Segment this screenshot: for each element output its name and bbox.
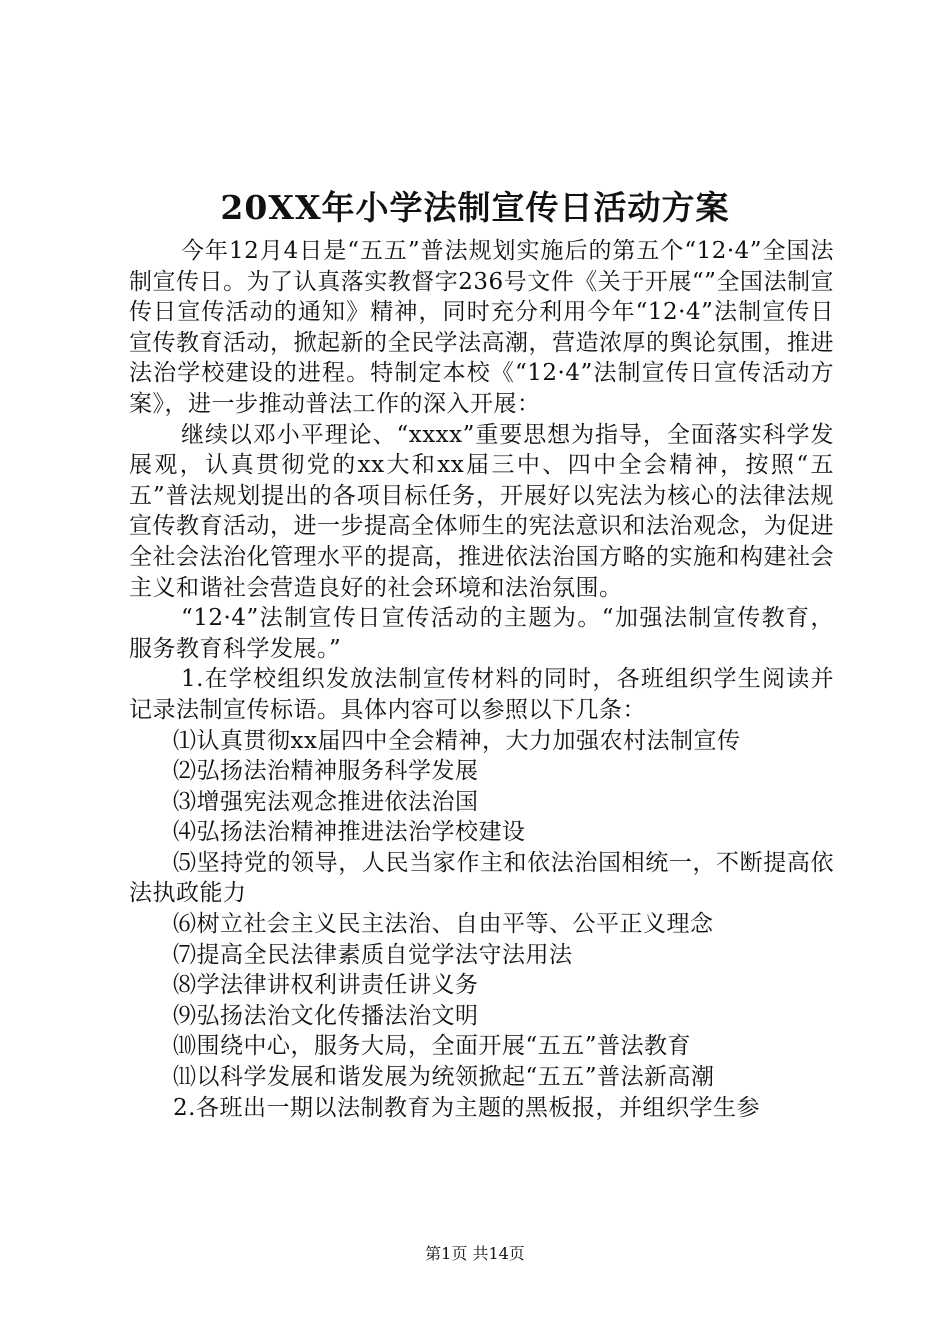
document-body xyxy=(129,236,834,1123)
slogan-item: ⑺提高全民法律素质自觉学法守法用法 xyxy=(173,941,573,968)
slogan-item: ⑽围绕中心，服务大局，全面开展“五五”普法教育 xyxy=(173,1033,692,1060)
slogan-item: ⑹树立社会主义民主法治、自由平等、公平正义理念 xyxy=(173,911,714,938)
slogan-item: ⑴认真贯彻xx届四中全会精神，大力加强农村法制宣传 xyxy=(173,727,741,754)
paragraph-step-2: 2.各班出一期以法制教育为主题的黑板报，并组织学生参 xyxy=(173,1094,760,1121)
slogan-item: ⑷弘扬法治精神推进法治学校建设 xyxy=(173,819,526,846)
paragraph-theme: “12·4”法制宣传日宣传活动的主题为。“加强法制宣传教育，服务教育科学发展。” xyxy=(129,605,834,662)
paragraph-guiding-ideology: 继续以邓小平理论、“xxxx”重要思想为指导，全面落实科学发展观，认真贯彻党的xx大和xx届三中、四中全会精神，按照“五五”普法规划提出的各项目标任务，开展好以宪法为核心的法律法规宣传教育活动，进一步提高全体师生的宪法意识和法治观念，为促进全社会法治化管理水平的提高，推进依法治国方略的实施和构建社会主义和谐社会营造良好的社会环境和法治氛围。 xyxy=(129,421,834,601)
slogan-item: ⑶增强宪法观念推进依法治国 xyxy=(173,788,479,815)
slogan-item: ⑵弘扬法治精神服务科学发展 xyxy=(173,758,479,785)
document-title: 20XX年小学法制宣传日活动方案 xyxy=(220,188,730,227)
slogan-item: ⑸坚持党的领导，人民当家作主和依法治国相统一，不断提高依法执政能力 xyxy=(129,849,834,907)
slogan-item: ⑼弘扬法治文化传播法治文明 xyxy=(173,1002,479,1029)
paragraph-intro: 今年12月4日是“五五”普法规划实施后的第五个“12·4”全国法制宣传日。为了认真落实教督字236号文件《关于开展“”全国法制宣传日宣传活动的通知》精神，同时充分利用今年“12·4”法制宣传日宣传教育活动，掀起新的全民学法高潮，营造浓厚的舆论氛围，推进法治学校建设的进程。特制定本校《“12·4”法制宣传日宣传活动方案》，进一步推动普法工作的深入开展： xyxy=(129,238,834,417)
paragraph-step-1: 1.在学校组织发放法制宣传材料的同时，各班组织学生阅读并记录法制宣传标语。具体内容可以参照以下几条： xyxy=(129,666,834,723)
slogan-item: ⑾以科学发展和谐发展为统领掀起“五五”普法新高潮 xyxy=(173,1064,715,1091)
page-footer: 第1页 共14页 xyxy=(425,1244,525,1263)
slogan-item: ⑻学法律讲权利讲责任讲义务 xyxy=(173,972,479,999)
